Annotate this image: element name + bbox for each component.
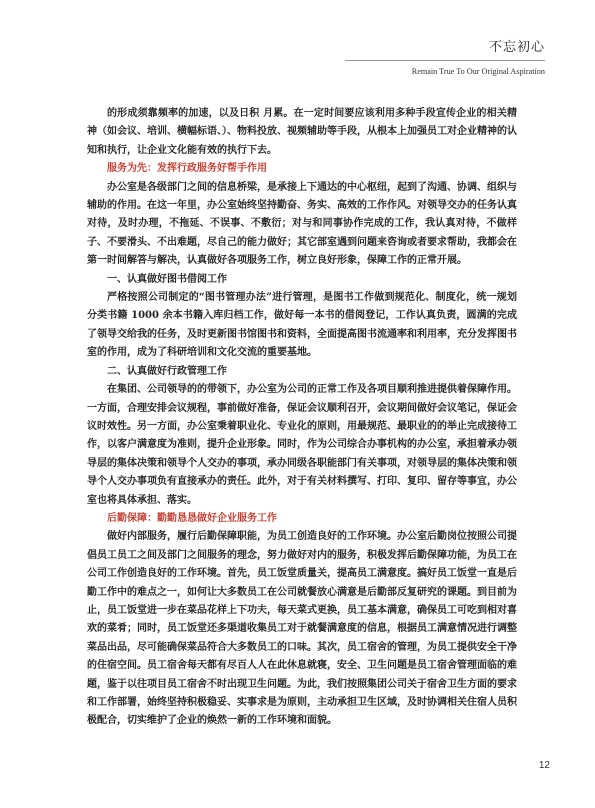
subheading-admin: 二、认真做好行政管理工作	[107, 365, 227, 377]
header-divider	[345, 60, 545, 61]
page-number: 12	[538, 760, 550, 771]
paragraph-library: 严格按照公司制定的“图书管理办法”进行管理，是图书工作做到规范化、制度化，统一规划分类书籍 1000 余本书籍入库归档工作，做好每一本书的借阅登记，工作认真负责，圆满的完成了领导交给我的任务，及时更新图书馆图书和资料，全面提高图书流通率和利用率，充分发挥图书室的作用，成为了科研培训和文化交流的重要基地。	[87, 292, 517, 359]
paragraph-admin-detail: 一方面，合理安排会议规程，事前做好准备，保证会议顺利召开，会议期间做好会议笔记，保证会议时效性。另一方面，办公室秉着职业化、专业化的原则，用最规范、最职业的的举止完成接待工作，以客户满意度为准则，提升企业形象。同时，作为公司综合办事机构的办公室，承担着承办领导层的集体决策和领导个人交办的事项，承办同级各职能部门有关事项，对领导层的集体决策和领导个人交办事项负有直接承办的责任。此外，对于有关材料撰写、打印、复印、留存等事宜，办公室也将具体承担、落实。	[87, 402, 517, 506]
section-heading-service: 服务为先：发挥行政服务好帮手作用	[107, 163, 267, 175]
paragraph-intro: 的形成须靠频率的加速，以及日积 月累。在一定时间要应该利用多种手段宣传企业的相关精神（如会议、培训、横幅标语、）、物料投放、视频辅助等手段，从根本上加强员工对企业精神的认知和执行，让企业文化能有效的执行下去。	[87, 108, 517, 156]
subheading-library: 一、认真做好图书借阅工作	[107, 273, 227, 285]
section-heading-logistics: 后勤保障：勤勤恳恳做好企业服务工作	[107, 512, 277, 524]
header-subtitle: Remain True To Our Original Aspiration	[411, 67, 545, 76]
page-body	[87, 105, 517, 731]
paragraph-admin-lead: 在集团、公司领导的的带领下，办公室为公司的正常工作及各项目顺利推进提供着保障作用。	[107, 384, 517, 396]
paragraph-logistics: 做好内部服务，履行后勤保障职能，为员工创造良好的工作环境。办公室后勤岗位按照公司提倡员工员工之间及部门之间服务的理念，努力做好对内的服务，积极发挥后勤保障功能，为员工在公司工作创造良好的工作环境。首先，员工饭堂质量关，提高员工满意度。搞好员工饭堂一直是后勤工作中的难点之一，如何让大多数员工在公司就餐放心满意是后勤部反复研究的课题。到目前为止，员工饭堂进一步在菜品花样上下功夫，每天菜式更换，员工基本满意，确保员工可吃到相对喜欢的菜肴；同时，员工饭堂还多渠道收集员工对于就餐满意度的信息，根据员工满意情况进行调整菜品出品，尽可能确保菜品符合大多数员工的口味。其次，员工宿舍的管理，为员工提供安全干净的住宿空间。员工宿舍每天都有尽百人人在此休息就寝，安全、卫生问题是员工宿舍管理面临的难题，鉴于以往项目员工宿舍不时出现卫生问题。为此，我们按照集团公司关于宿舍卫生方面的要求和工作部署，始终坚持积极稳妥、实事求是为原则，主动承担卫生区域，及时协调相关住宿人员积极配合，切实维护了企业的焕然一新的工作环境和面貌。	[87, 531, 517, 727]
header-title: 不忘初心	[488, 40, 545, 55]
page-header	[345, 36, 545, 76]
paragraph-office-role: 办公室是各级部门之间的信息桥梁，是承接上下通达的中心枢纽，起到了沟通、协调、组织与辅助的作用。在这一年里，办公室始终坚持勤奋、务实、高效的工作作风。对领导交办的任务认真对待，及时办理，不拖延、不误事、不敷衍；对与和同事协作完成的工作，我认真对待，不做样子、不要滑头、不出难题，尽自己的能力做好；其它部室遇到问题来咨询或者要求帮助，我都会在第一时间解答与解决，认真做好各项服务工作，树立良好形象，保障工作的正常开展。	[87, 181, 517, 267]
